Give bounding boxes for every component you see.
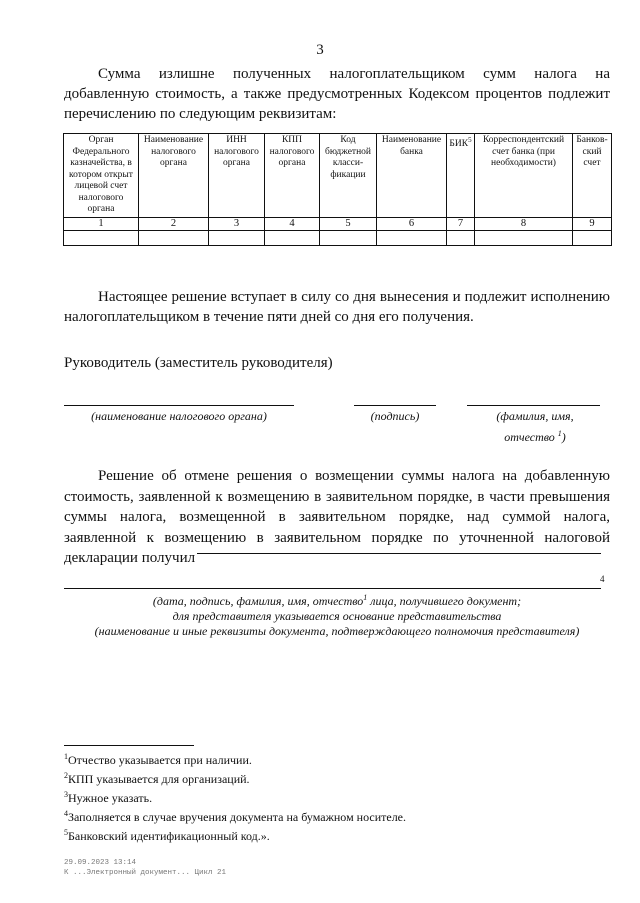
footnote-item: $^1$Отчество указывается при наличии.	[64, 752, 252, 767]
column-number: 5	[320, 217, 377, 230]
column-number: 6	[377, 217, 447, 230]
footnote-mark: 1	[557, 429, 562, 438]
header-bank-account: Банков- ский счет	[573, 134, 612, 218]
table-cell	[573, 230, 612, 245]
column-number: 4	[265, 217, 320, 230]
receipt-caption-line2: для представителя указывается основание представительства	[172, 609, 502, 623]
header-budget-code: Код бюджетной класси- фикации	[320, 134, 377, 218]
full-name-caption	[470, 409, 600, 445]
table-cell	[447, 230, 475, 245]
receipt-caption	[64, 590, 610, 639]
header-kpp: КПП налогового органа	[265, 134, 320, 218]
print-stamp-line2: К ...Электронный документ... Цикл 21	[64, 869, 227, 877]
page-number: 3	[316, 42, 324, 58]
receipt-fill-line	[197, 553, 601, 554]
footnote-item: $^3$Нужное указать.	[64, 790, 153, 805]
header-corr-account: Корреспондентский счет банка (при необходимости)	[475, 134, 573, 218]
table-cell	[209, 230, 265, 245]
tax-authority-line	[64, 405, 294, 406]
footnote-item: $^5$Банковский идентификационный код.».	[64, 828, 270, 843]
table-cell	[377, 230, 447, 245]
header-treasury: Орган Федерального казначейства, в котором открыт лицевой счет налогового органа	[64, 134, 139, 218]
table-row-empty	[64, 230, 612, 245]
table-cell	[475, 230, 573, 245]
signature-caption: (подпись)	[370, 409, 420, 423]
column-number: 8	[475, 217, 573, 230]
receipt-paragraph: Решение об отмене решения о возмещении суммы налога на добавленную стоимость, заявленной к возмещению в заявительном порядке, в части превышения суммы налога, возмещенной в заявительном порядке, над суммой налога, заявленной к возмещению в заявительном порядке по уточненной налоговой декларации получил	[64, 468, 610, 566]
table-cell	[64, 230, 139, 245]
header-tax-authority: Наименование налогового органа	[139, 134, 209, 218]
receipt-signature-line	[64, 588, 601, 589]
intro-paragraph: Сумма излишне полученных налогоплательщиком сумм налога на добавленную стоимость, а также предусмотренных Кодексом процентов подлежит перечислению по следующим реквизитам:	[64, 66, 610, 122]
table-header-row	[64, 134, 612, 218]
table-cell	[139, 230, 209, 245]
signatory-title: Руководитель (заместитель руководителя)	[64, 355, 333, 371]
column-number: 7	[447, 217, 475, 230]
table-cell	[265, 230, 320, 245]
footnotes	[64, 749, 610, 844]
table-cell	[320, 230, 377, 245]
print-stamp-line1: 29.09.2023 13:14	[64, 859, 137, 867]
column-number-row	[64, 217, 612, 230]
signature-line	[354, 405, 436, 406]
requisites-table	[63, 133, 612, 246]
column-number: 1	[64, 217, 139, 230]
footnote-mark: 1	[363, 593, 368, 602]
footnote-item: $^2$КПП указывается для организаций.	[64, 771, 250, 786]
receipt-caption-line3: (наименование и иные реквизиты документа, подтверждающего полномочия представителя)	[94, 624, 580, 638]
column-number: 3	[209, 217, 265, 230]
footnote-item: $^4$Заполняется в случае вручения документа на бумажном носителе.	[64, 809, 407, 824]
full-name-caption-line2: отчество $^1$)	[504, 429, 566, 444]
full-name-caption-line1: (фамилия, имя,	[496, 409, 574, 423]
decision-paragraph: Настоящее решение вступает в силу со дня вынесения и подлежит исполнению налогоплательщиком в течение пяти дней со дня его получения.	[64, 289, 610, 325]
header-bik: БИК$^5$	[447, 134, 475, 218]
footnote-separator	[64, 745, 194, 746]
header-inn: ИНН налогового органа	[209, 134, 265, 218]
full-name-line	[467, 405, 600, 406]
bik-footnote-mark: 5	[468, 136, 472, 144]
tax-authority-caption: (наименование налогового органа)	[91, 409, 267, 423]
print-stamp	[64, 858, 264, 878]
header-bank-name: Наименование банка	[377, 134, 447, 218]
column-number: 9	[573, 217, 612, 230]
column-number: 2	[139, 217, 209, 230]
receipt-caption-line1: (дата, подпись, фамилия, имя, отчество$^1$ лица, получившего документ;	[152, 593, 522, 608]
receipt-footnote-mark: 4	[600, 574, 605, 584]
